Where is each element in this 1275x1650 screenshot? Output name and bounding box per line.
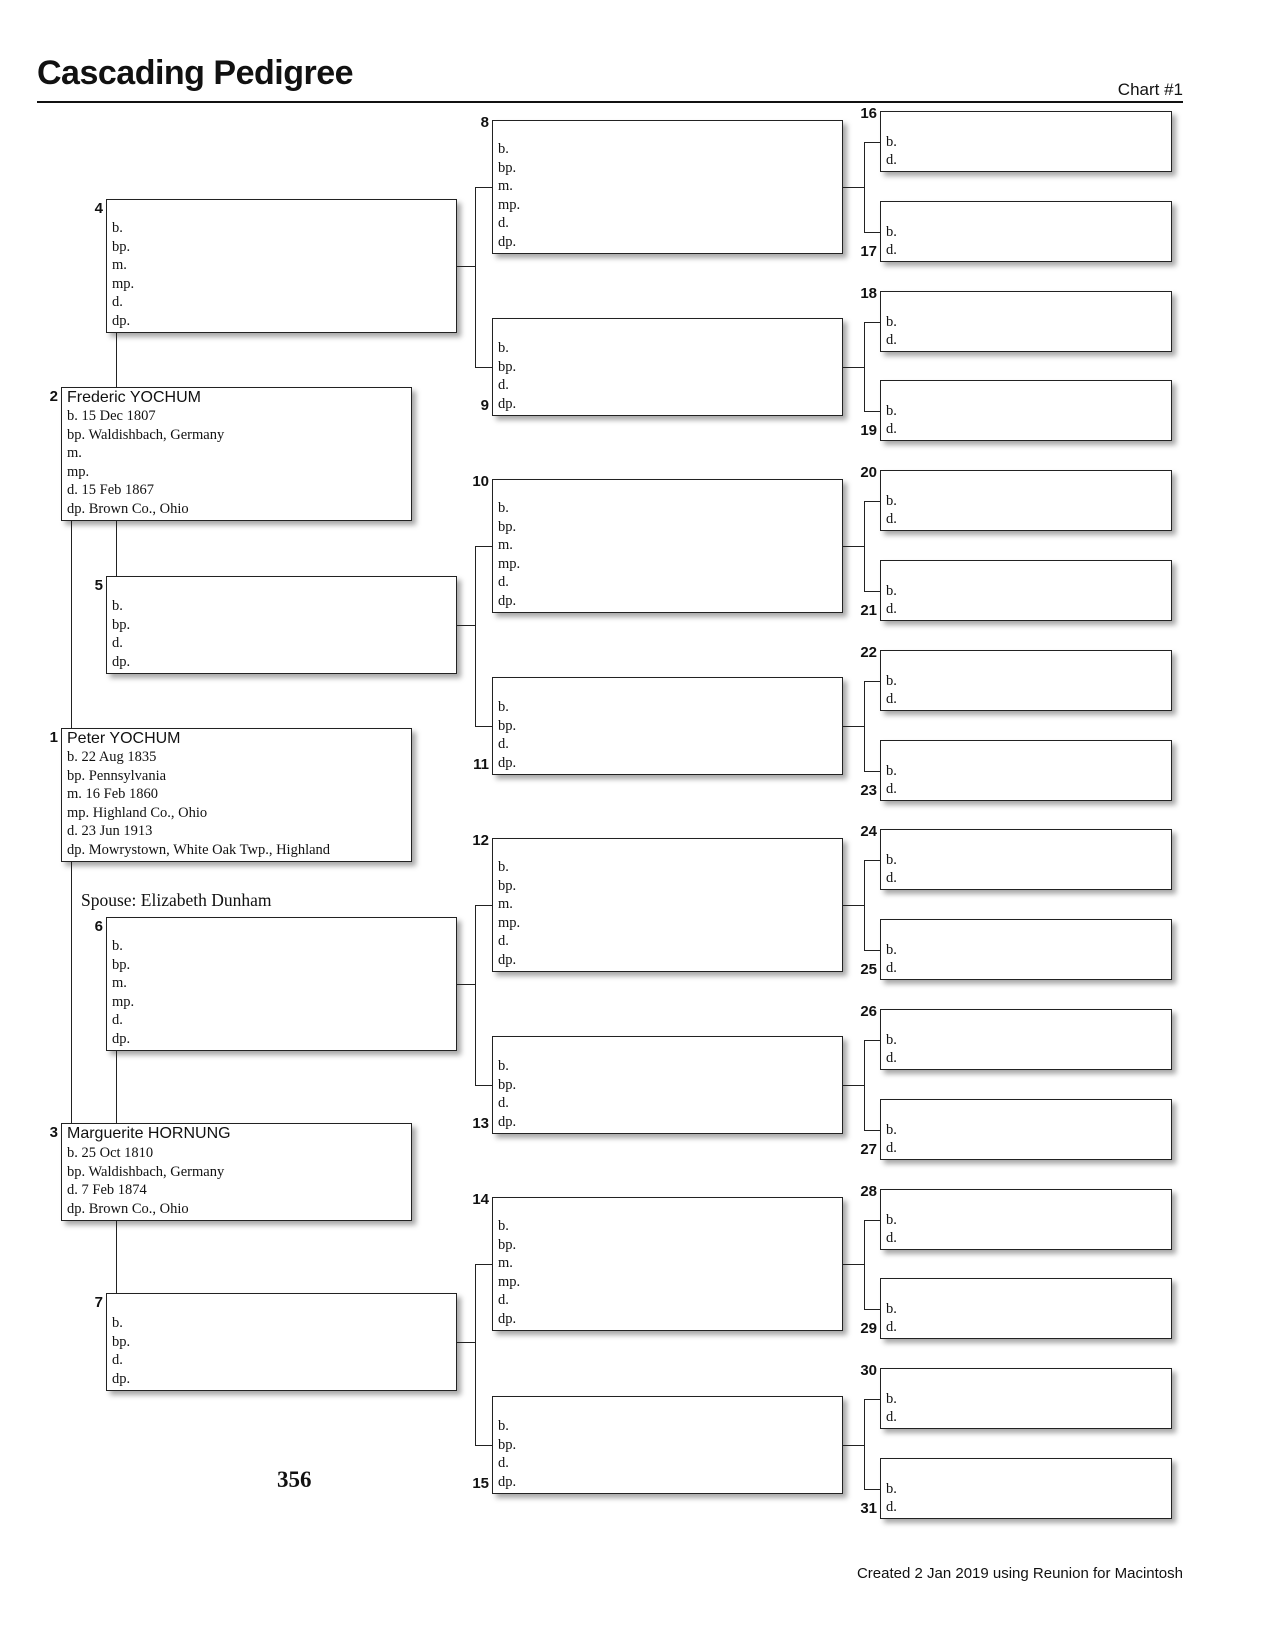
person-field: mp. <box>67 463 90 480</box>
person-field: mp. <box>112 993 135 1010</box>
person-field: b. <box>886 583 897 599</box>
person-details <box>886 1031 897 1067</box>
person-box-20 <box>880 470 1172 531</box>
person-field: dp. <box>112 1370 131 1387</box>
connector-line <box>864 1489 880 1490</box>
person-field: d. <box>498 377 509 393</box>
person-box-19 <box>880 380 1172 441</box>
person-box-5 <box>106 576 457 674</box>
person-box-3 <box>61 1123 412 1221</box>
person-number-16: 16 <box>860 105 877 122</box>
person-number-8: 8 <box>480 114 489 131</box>
person-number-9: 9 <box>480 397 489 414</box>
person-field: dp. <box>112 1030 131 1047</box>
person-field: b. <box>886 1391 897 1407</box>
person-field: bp. Waldishbach, Germany <box>67 426 225 443</box>
person-box-13 <box>492 1036 843 1134</box>
person-box-7 <box>106 1293 457 1391</box>
page-title: Cascading Pedigree <box>37 54 354 92</box>
connector-line <box>71 521 72 728</box>
person-field: b. <box>886 403 897 419</box>
person-field: d. <box>498 215 509 231</box>
person-field: dp. <box>498 1473 517 1490</box>
person-field: d. 15 Feb 1867 <box>67 482 154 498</box>
person-field: d. <box>886 601 897 617</box>
person-field: bp. <box>498 717 517 734</box>
person-number-21: 21 <box>860 602 877 619</box>
person-field: dp. Mowrystown, White Oak Twp., Highland <box>67 841 331 858</box>
person-field: bp. <box>498 1076 517 1093</box>
person-field: b. <box>498 699 509 715</box>
person-field: bp. <box>112 238 131 255</box>
person-field: dp. <box>498 1113 517 1130</box>
person-details <box>498 1217 520 1328</box>
person-details <box>498 1057 516 1131</box>
person-field: d. <box>886 870 897 886</box>
connector-line <box>475 1264 492 1265</box>
person-field: b. <box>498 500 509 516</box>
connector-line <box>475 1445 492 1446</box>
person-details <box>886 582 897 618</box>
connector-line <box>864 860 865 950</box>
person-field: d. <box>886 1230 897 1246</box>
person-field: d. <box>498 933 509 949</box>
connector-line <box>864 411 880 412</box>
person-field: d. <box>886 511 897 527</box>
person-field: m. <box>67 445 82 461</box>
person-field: d. <box>498 1455 509 1471</box>
person-name: Peter YOCHUM <box>67 730 181 747</box>
person-field: b. <box>886 1122 897 1138</box>
person-field: m. <box>112 975 127 991</box>
person-details <box>886 851 897 887</box>
person-details <box>112 219 134 330</box>
person-number-2: 2 <box>49 388 58 405</box>
person-field: d. <box>886 1050 897 1066</box>
person-number-11: 11 <box>473 756 489 773</box>
person-field: d. <box>886 1140 897 1156</box>
person-field: dp. <box>498 233 517 250</box>
connector-line <box>843 367 864 368</box>
person-field: d. <box>112 294 123 310</box>
person-box-9 <box>492 318 843 416</box>
person-box-11 <box>492 677 843 775</box>
footer-note: Created 2 Jan 2019 using Reunion for Macintosh <box>856 1565 1183 1582</box>
person-details <box>886 1121 897 1157</box>
person-field: bp. <box>112 1333 131 1350</box>
person-field: d. <box>886 1409 897 1425</box>
person-box-12 <box>492 838 843 972</box>
connector-line <box>116 1051 117 1123</box>
person-details <box>498 1417 516 1491</box>
person-field: b. <box>498 1218 509 1234</box>
connector-line <box>457 625 475 626</box>
connector-line <box>864 1220 880 1221</box>
person-field: bp. <box>498 877 517 894</box>
person-field: bp. <box>498 358 517 375</box>
person-field: m. <box>498 537 513 553</box>
person-field: d. <box>886 1319 897 1335</box>
person-field: dp. <box>498 395 517 412</box>
person-name: Frederic YOCHUM <box>67 389 201 406</box>
connector-line <box>457 984 475 985</box>
person-box-26 <box>880 1009 1172 1070</box>
person-field: b. <box>112 1315 123 1331</box>
person-number-5: 5 <box>94 577 103 594</box>
person-details <box>498 499 520 610</box>
connector-line <box>864 142 880 143</box>
connector-line <box>843 905 864 906</box>
connector-line <box>864 1130 880 1131</box>
person-field: b. <box>886 852 897 868</box>
person-box-27 <box>880 1099 1172 1160</box>
person-number-17: 17 <box>860 243 877 260</box>
person-field: b. <box>112 220 123 236</box>
connector-line <box>475 187 476 367</box>
page-number: 356 <box>277 1467 312 1492</box>
connector-line <box>864 322 865 411</box>
person-field: b. <box>886 1212 897 1228</box>
person-details <box>886 313 897 349</box>
connector-line <box>116 333 117 387</box>
connector-line <box>475 1085 492 1086</box>
person-number-1: 1 <box>49 729 58 746</box>
person-field: b. <box>886 1481 897 1497</box>
connector-line <box>864 1309 880 1310</box>
person-number-12: 12 <box>472 832 489 849</box>
connector-line <box>71 862 72 1123</box>
person-field: d. <box>498 736 509 752</box>
person-field: b. <box>886 493 897 509</box>
person-box-18 <box>880 291 1172 352</box>
person-details <box>67 407 224 518</box>
connector-line <box>475 546 476 726</box>
connector-line <box>475 187 492 188</box>
person-box-23 <box>880 740 1172 801</box>
person-details <box>886 223 897 259</box>
person-field: d. <box>886 421 897 437</box>
person-details <box>886 492 897 528</box>
person-box-4 <box>106 199 457 333</box>
person-details <box>498 858 520 969</box>
person-number-19: 19 <box>860 422 877 439</box>
person-details <box>67 1144 224 1218</box>
person-field: bp. <box>498 518 517 535</box>
person-field: dp. <box>112 653 131 670</box>
person-details <box>498 698 516 772</box>
person-field: dp. <box>498 951 517 968</box>
person-field: b. <box>498 1058 509 1074</box>
person-field: b. 15 Dec 1807 <box>67 408 156 424</box>
connector-line <box>864 860 880 861</box>
person-details <box>886 941 897 977</box>
person-field: d. <box>886 781 897 797</box>
person-number-28: 28 <box>860 1183 877 1200</box>
person-number-4: 4 <box>94 200 103 217</box>
person-field: dp. <box>498 592 517 609</box>
person-field: b. <box>498 141 509 157</box>
person-field: mp. <box>498 914 521 931</box>
person-number-3: 3 <box>49 1124 58 1141</box>
person-field: mp. <box>498 555 521 572</box>
connector-line <box>475 905 476 1085</box>
person-field: b. <box>886 1301 897 1317</box>
connector-line <box>843 1445 864 1446</box>
connector-line <box>475 546 492 547</box>
person-field: bp. <box>498 1236 517 1253</box>
connector-line <box>864 681 865 771</box>
person-field: m. <box>498 1255 513 1271</box>
connector-line <box>843 187 864 188</box>
person-field: d. <box>112 1012 123 1028</box>
person-number-22: 22 <box>860 644 877 661</box>
connector-line <box>475 905 492 906</box>
person-number-25: 25 <box>860 961 877 978</box>
person-details <box>886 672 897 708</box>
person-field: dp. <box>498 1310 517 1327</box>
person-box-17 <box>880 201 1172 262</box>
person-field: mp. <box>112 275 135 292</box>
person-number-18: 18 <box>860 285 877 302</box>
person-field: m. <box>498 896 513 912</box>
person-number-23: 23 <box>860 782 877 799</box>
person-details <box>67 748 330 859</box>
person-field: m. <box>112 257 127 273</box>
person-details <box>886 1300 897 1336</box>
person-field: dp. Brown Co., Ohio <box>67 500 189 517</box>
person-box-25 <box>880 919 1172 980</box>
person-field: b. <box>886 673 897 689</box>
connector-line <box>864 591 880 592</box>
person-box-16 <box>880 111 1172 172</box>
person-box-22 <box>880 650 1172 711</box>
person-field: d. <box>886 332 897 348</box>
connector-line <box>864 1040 865 1130</box>
person-field: m. <box>498 178 513 194</box>
person-field: b. <box>886 134 897 150</box>
person-field: mp. Highland Co., Ohio <box>67 804 208 821</box>
person-details <box>498 339 516 413</box>
person-details <box>498 140 520 251</box>
person-details <box>886 402 897 438</box>
person-field: b. 22 Aug 1835 <box>67 749 157 765</box>
person-name: Marguerite HORNUNG <box>67 1125 231 1142</box>
connector-line <box>116 521 117 576</box>
person-field: bp. <box>498 159 517 176</box>
connector-line <box>457 266 475 267</box>
person-box-2 <box>61 387 412 521</box>
person-field: b. 25 Oct 1810 <box>67 1145 154 1161</box>
person-field: b. <box>886 763 897 779</box>
connector-line <box>457 1342 475 1343</box>
person-box-31 <box>880 1458 1172 1519</box>
person-field: b. <box>886 942 897 958</box>
person-field: d. <box>498 1292 509 1308</box>
connector-line <box>864 501 880 502</box>
person-field: bp. Pennsylvania <box>67 767 167 784</box>
person-field: d. <box>886 960 897 976</box>
person-number-24: 24 <box>860 823 877 840</box>
person-number-7: 7 <box>94 1294 103 1311</box>
person-field: b. <box>886 314 897 330</box>
person-details <box>886 762 897 798</box>
connector-line <box>864 501 865 591</box>
person-field: bp. <box>498 1436 517 1453</box>
person-box-29 <box>880 1278 1172 1339</box>
person-field: m. 16 Feb 1860 <box>67 786 159 802</box>
spouse-line: Spouse: Elizabeth Dunham <box>81 890 272 910</box>
connector-line <box>843 726 864 727</box>
person-field: d. <box>498 1095 509 1111</box>
person-field: dp. <box>498 754 517 771</box>
person-field: b. <box>886 1032 897 1048</box>
person-details <box>112 1314 130 1388</box>
person-number-29: 29 <box>860 1320 877 1337</box>
chart-number: Chart #1 <box>1117 80 1183 99</box>
person-field: mp. <box>498 1273 521 1290</box>
person-field: dp. Brown Co., Ohio <box>67 1200 189 1217</box>
person-field: d. <box>886 1499 897 1515</box>
person-field: b. <box>498 1418 509 1434</box>
connector-line <box>475 367 492 368</box>
person-field: mp. <box>498 196 521 213</box>
person-details <box>886 1390 897 1426</box>
person-number-13: 13 <box>472 1115 489 1132</box>
person-box-6 <box>106 917 457 1051</box>
person-field: bp. <box>112 616 131 633</box>
person-field: d. <box>886 242 897 258</box>
person-field: bp. Waldishbach, Germany <box>67 1163 225 1180</box>
title-divider <box>37 101 1183 103</box>
connector-line <box>843 1085 864 1086</box>
person-field: b. <box>886 224 897 240</box>
person-field: d. 7 Feb 1874 <box>67 1182 147 1198</box>
person-field: bp. <box>112 956 131 973</box>
connector-line <box>116 1221 117 1293</box>
person-box-14 <box>492 1197 843 1331</box>
connector-line <box>843 546 864 547</box>
connector-line <box>864 950 880 951</box>
person-number-14: 14 <box>472 1191 489 1208</box>
person-number-26: 26 <box>860 1003 877 1020</box>
connector-line <box>864 1399 865 1489</box>
person-field: d. <box>498 574 509 590</box>
person-field: d. <box>112 635 123 651</box>
person-box-15 <box>492 1396 843 1494</box>
person-details <box>886 1480 897 1516</box>
connector-line <box>864 681 880 682</box>
person-field: b. <box>498 859 509 875</box>
person-box-30 <box>880 1368 1172 1429</box>
person-box-10 <box>492 479 843 613</box>
connector-line <box>864 142 865 232</box>
connector-line <box>475 1264 476 1445</box>
person-field: d. <box>112 1352 123 1368</box>
person-field: b. <box>112 598 123 614</box>
person-field: b. <box>498 340 509 356</box>
person-field: d. 23 Jun 1913 <box>67 823 153 839</box>
connector-line <box>475 726 492 727</box>
person-number-15: 15 <box>472 1475 489 1492</box>
person-box-24 <box>880 829 1172 890</box>
person-box-28 <box>880 1189 1172 1250</box>
connector-line <box>864 1399 880 1400</box>
person-field: d. <box>886 152 897 168</box>
person-details <box>886 1211 897 1247</box>
person-field: b. <box>112 938 123 954</box>
person-box-8 <box>492 120 843 254</box>
person-details <box>886 133 897 169</box>
person-box-1 <box>61 728 412 862</box>
person-field: d. <box>886 691 897 707</box>
person-number-30: 30 <box>860 1362 877 1379</box>
connector-line <box>864 1220 865 1309</box>
person-number-6: 6 <box>94 918 103 935</box>
person-number-20: 20 <box>860 464 877 481</box>
connector-line <box>864 232 880 233</box>
connector-line <box>843 1264 864 1265</box>
person-details <box>112 937 134 1048</box>
connector-line <box>864 771 880 772</box>
person-number-31: 31 <box>860 1500 877 1517</box>
person-details <box>112 597 130 671</box>
person-field: dp. <box>112 312 131 329</box>
person-box-21 <box>880 560 1172 621</box>
person-number-27: 27 <box>860 1141 877 1158</box>
connector-line <box>864 1040 880 1041</box>
connector-line <box>864 322 880 323</box>
person-number-10: 10 <box>472 473 489 490</box>
